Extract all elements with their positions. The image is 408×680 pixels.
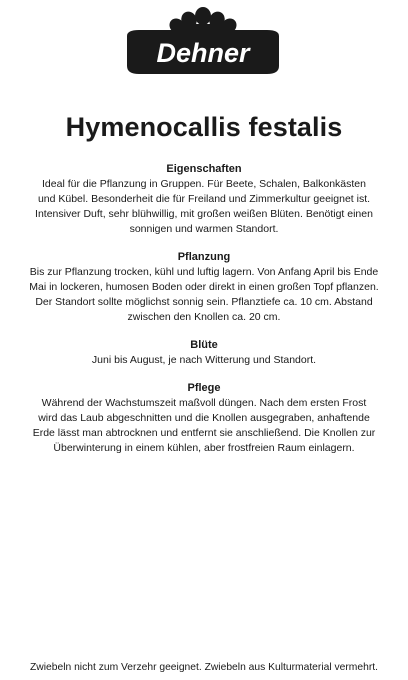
body-line: sonnigen und warmen Standort. xyxy=(129,223,279,235)
body-line: Ideal für die Pflanzung in Gruppen. Für Beete, Schalen, Balkonkästen xyxy=(42,178,366,190)
section-bluete xyxy=(0,338,408,368)
section-heading: Pflanzung xyxy=(177,251,231,263)
content-sections xyxy=(0,162,408,469)
page-title: Hymenocallis festalis xyxy=(65,112,343,142)
brand-name: Dehner xyxy=(156,38,250,68)
section-body xyxy=(0,177,408,237)
body-line: Während der Wachstumszeit maßvoll düngen. Nach dem ersten Frost xyxy=(41,397,367,409)
section-eigenschaften xyxy=(0,162,408,237)
body-line: Erde lässt man abtrocknen und entfernt sie anschließend. Die Knollen zur xyxy=(32,427,376,439)
body-line: zwischen den Knollen ca. 20 cm. xyxy=(127,311,281,323)
body-line: Bis zur Pflanzung trocken, kühl und luftig lagern. Von Anfang April bis Ende xyxy=(29,266,379,278)
section-heading: Eigenschaften xyxy=(166,163,242,175)
section-body xyxy=(0,396,408,456)
section-heading: Blüte xyxy=(190,339,218,351)
body-line: Der Standort sollte möglichst sonnig sein. Pflanztiefe ca. 10 cm. Abstand xyxy=(35,296,373,308)
body-line: Intensiver Duft, sehr blühwillig, mit großen weißen Blüten. Benötigt einen xyxy=(35,208,373,220)
body-line: Juni bis August, je nach Witterung und Standort. xyxy=(91,354,317,366)
footer-note: Zwiebeln nicht zum Verzehr geeignet. Zwiebeln aus Kulturmaterial vermehrt. xyxy=(30,662,378,673)
body-line: Mai in lockeren, humosen Boden oder direkt in einen großen Topf pflanzen. xyxy=(29,281,379,293)
body-line: wird das Laub abgeschnitten und die Knollen ausgegraben, anhaftende xyxy=(38,412,370,424)
section-heading: Pflege xyxy=(187,382,221,394)
body-line: und Kübel. Besonderheit die für Freiland und Zimmerkultur geeignet ist. xyxy=(37,193,371,205)
section-body xyxy=(0,353,408,368)
dehner-logo xyxy=(123,6,283,76)
section-body xyxy=(0,265,408,325)
body-line: Überwinterung in einem kühlen, aber frostfreien Raum einlagern. xyxy=(53,442,355,454)
section-pflanzung xyxy=(0,250,408,325)
section-pflege xyxy=(0,381,408,456)
flower-crown-icon xyxy=(123,6,283,76)
